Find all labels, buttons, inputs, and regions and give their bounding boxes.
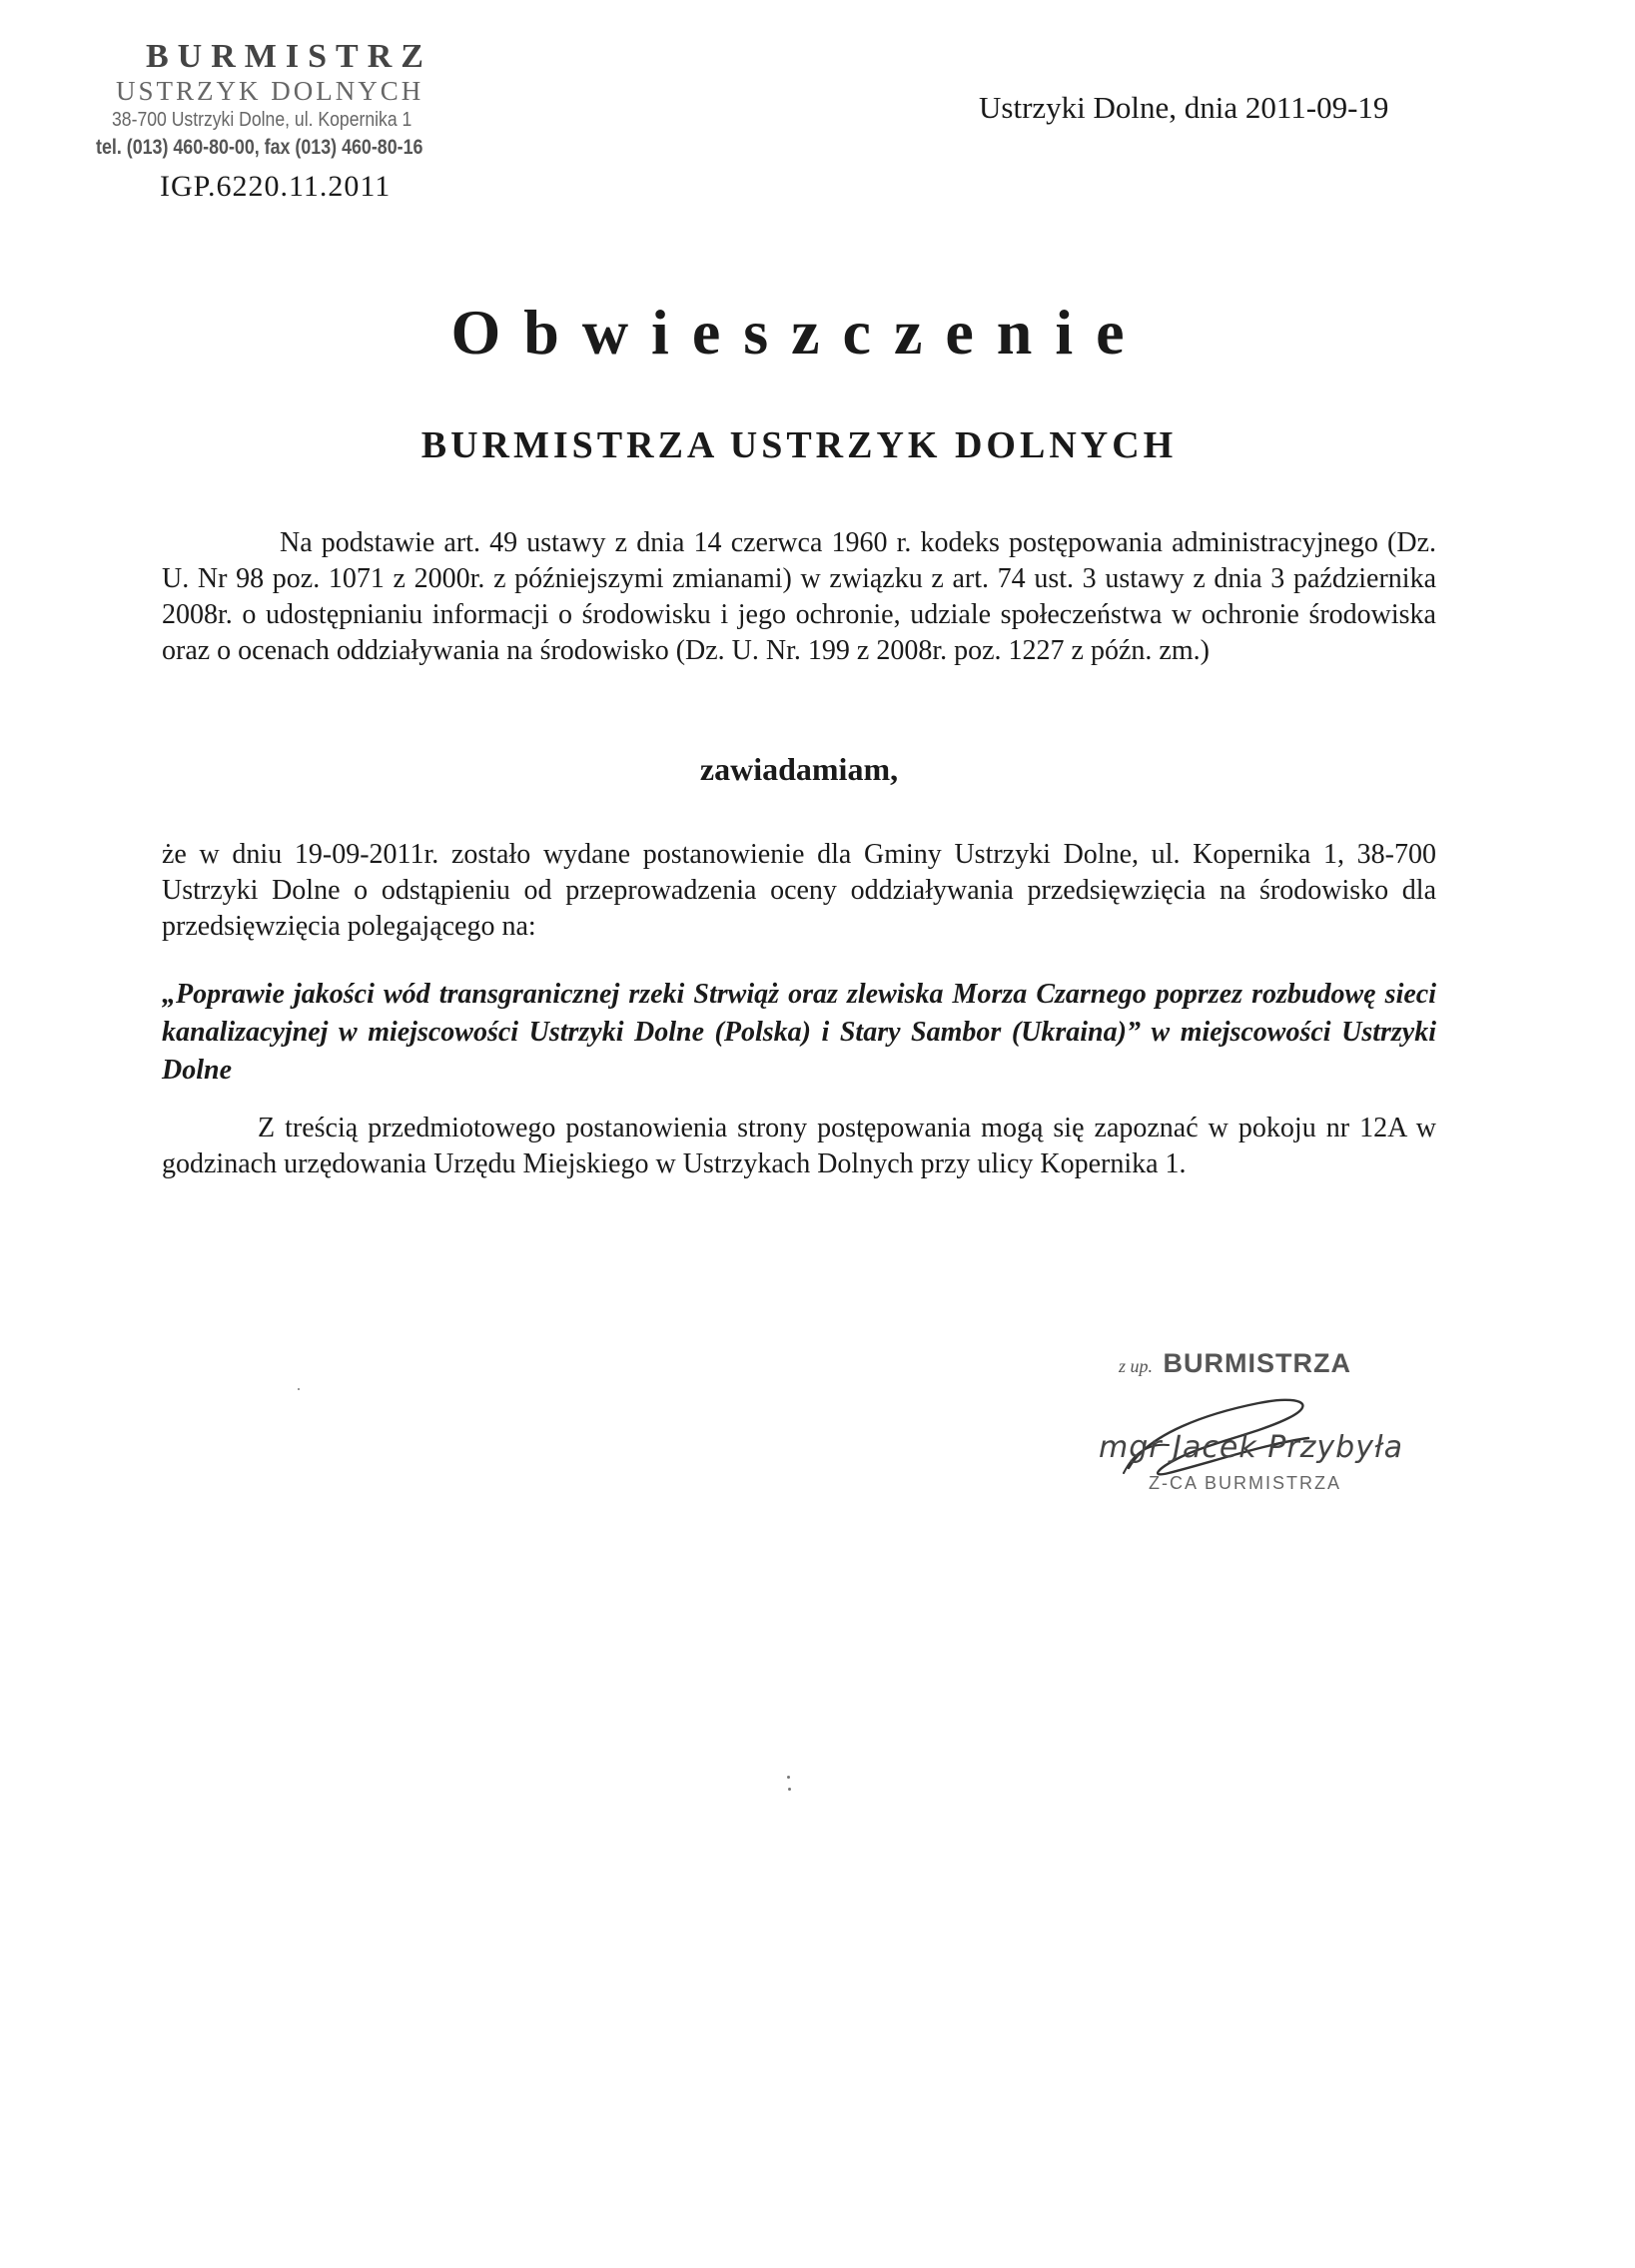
signatory-role: Z-CA BURMISTRZA [1149, 1473, 1342, 1493]
access-paragraph: Z treścią przedmiotowego postanowienia strony postępowania mogą się zapoznać w pokoju nr 12A w godzinach urzędowania Urzędu Miejskiego w Ustrzykach Dolnych przy ulicy Kopernika 1. [162, 1113, 1436, 1179]
signature-prefix: z up. [1119, 1356, 1154, 1376]
document-subtitle: BURMISTRZA USTRZYK DOLNYCH [420, 424, 1178, 466]
legal-basis-paragraph: Na podstawie art. 49 ustawy z dnia 14 czerwca 1960 r. kodeks postępowania administracyjnego (Dz. U. Nr 98 poz. 1071 z 2000r. z późniejszymi zmianami) w związku z art. 74 ust. 3 ustawy z dnia 3 października 2008r. o udostępnianiu informacji o środowisku i jego ochronie, udziale społeczeństwa w ochronie środowiska oraz o ocenach oddziaływania na środowisko (Dz. U. Nr. 199 z 2008r. poz. 1227 z późn. zm.) [162, 527, 1436, 666]
project-name: „Poprawie jakości wód transgranicznej rzeki Strwiąż oraz zlewiska Morza Czarnego poprzez rozbudowę sieci kanalizacyjnej w miejscowości Ustrzyki Dolne (Polska) i Stary Sambor (Ukraina)” w miejscowości Ustrzyki Dolne [162, 979, 1436, 1086]
notify-heading: zawiadamiam, [699, 751, 899, 787]
letterhead-title: BURMISTRZ [146, 38, 432, 75]
signatory-name: mgr Jacek Przybyła [1099, 1430, 1403, 1465]
decision-paragraph: że w dniu 19-09-2011r. zostało wydane postanowienie dla Gminy Ustrzyki Dolne, ul. Kopernika 1, 38-700 Ustrzyki Dolne o odstąpieniu od przeprowadzenia oceny oddziaływania przedsięwzięcia na środowisko dla przedsięwzięcia polegającego na: [162, 839, 1436, 942]
scan-speck [788, 1788, 791, 1791]
letterhead-address: 38-700 Ustrzyki Dolne, ul. Kopernika 1 [112, 109, 412, 131]
letterhead-town: USTRZYK DOLNYCH [116, 76, 424, 106]
place-and-date: Ustrzyki Dolne, dnia 2011-09-19 [979, 90, 1389, 125]
signature-title: BURMISTRZA [1163, 1348, 1351, 1378]
scan-speck [787, 1776, 790, 1779]
letterhead-stamp [86, 38, 505, 162]
scan-speck [298, 1388, 300, 1390]
letterhead-phone: tel. (013) 460-80-00, fax (013) 460-80-16 [96, 136, 423, 159]
reference-number: IGP.6220.11.2011 [160, 170, 392, 203]
document-title: Obwieszczenie [450, 297, 1148, 368]
